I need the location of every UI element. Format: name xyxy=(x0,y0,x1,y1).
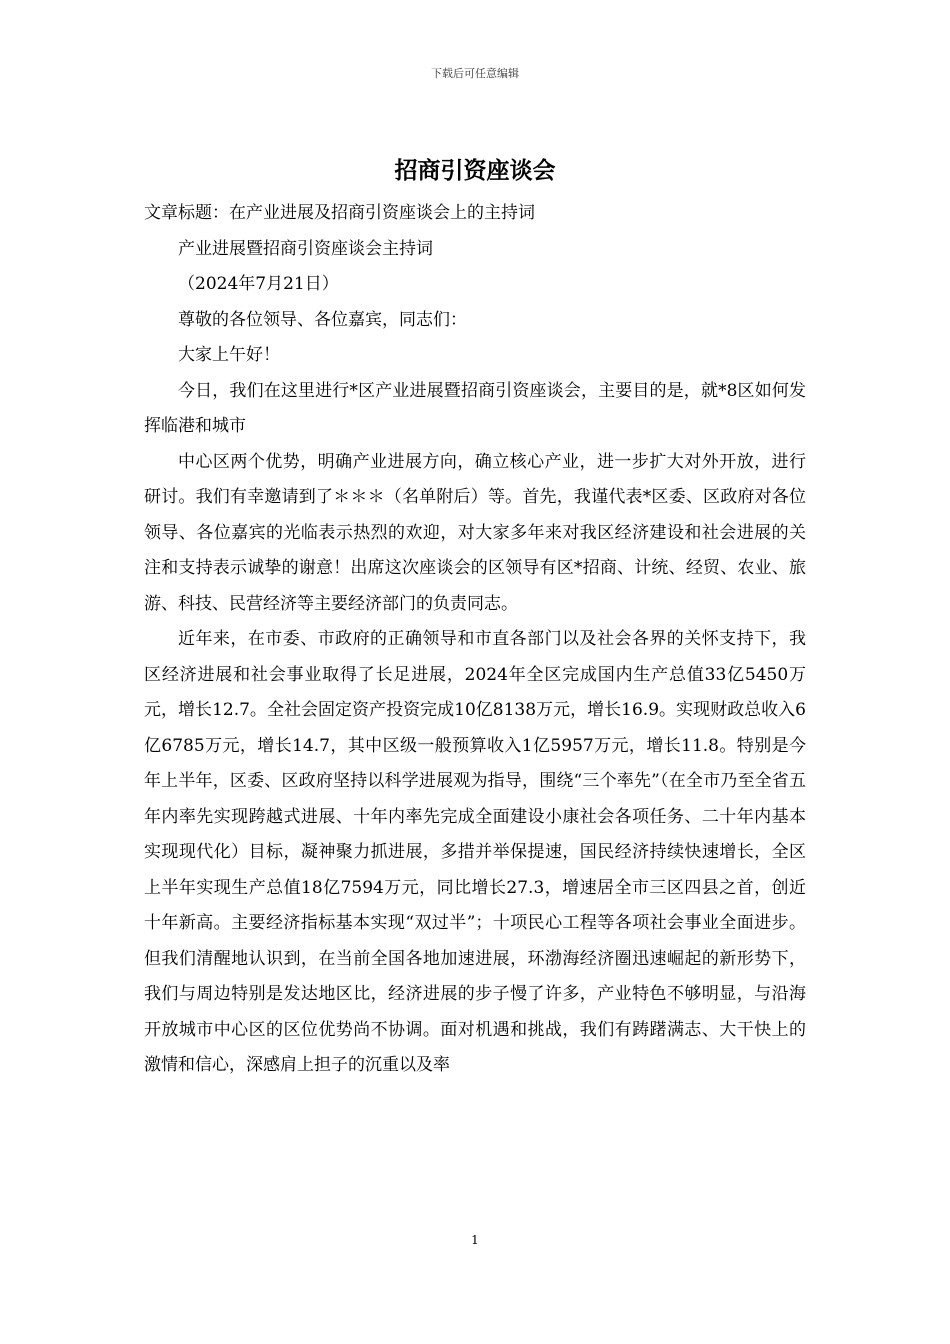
paragraph-guests: 中心区两个优势，明确产业进展方向，确立核心产业，进一步扩大对外开放，进行研讨。我们有幸邀请到了＊＊＊（名单附后）等。首先，我谨代表*区委、区政府对各位领导、各位嘉宾的光临表示热烈的欢迎，对大家多年来对我区经济建设和社会进展的关注和支持表示诚挚的谢意！出席这次座谈会的区领导有区*招商、计统、经贸、农业、旅游、科技、民营经济等主要经济部门的负责同志。 xyxy=(144,451,806,614)
document-title: 招商引资座谈会 xyxy=(394,157,556,184)
page-number: 1 xyxy=(471,1233,479,1247)
document-body xyxy=(144,196,806,1084)
paragraph-intro: 今日，我们在这里进行*区产业进展暨招商引资座谈会，主要目的是，就*8区如何发挥临港和城市 xyxy=(144,380,806,436)
article-title-line: 文章标题：在产业进展及招商引资座谈会上的主持词 xyxy=(144,203,535,223)
greeting: 大家上午好！ xyxy=(178,345,280,365)
speech-date: （2024年7月21日） xyxy=(178,274,339,294)
salutation: 尊敬的各位领导、各位嘉宾，同志们： xyxy=(178,309,467,330)
header-note: 下载后可任意编辑 xyxy=(431,67,519,80)
speech-title: 产业进展暨招商引资座谈会主持词 xyxy=(178,238,433,259)
paragraph-economy: 近年来，在市委、市政府的正确领导和市直各部门以及社会各界的关怀支持下，我区经济进展和社会事业取得了长足进展，2024年全区完成国内生产总值33亿5450万元，增长12.7。全社会固定资产投资完成10亿8138万元，增长16.9。实现财政总收入6亿6785万元，增长14.7，其中区级一般预算收入1亿5957万元，增长11.8。特别是今年上半年，区委、区政府坚持以科学进展观为指导，围绕“三个率先”（在全市乃至全省五年内率先实现跨越式进展、十年内率先完成全面建设小康社会各项任务、二十年内基本实现现代化）目标，凝神聚力抓进展，多措并举保提速，国民经济持续快速增长，全区上半年实现生产总值18亿7594万元，同比增长27.3，增速居全市三区四县之首，创近十年新高。主要经济指标基本实现“双过半”；十项民心工程等各项社会事业全面进步。但我们清醒地认识到，在当前全国各地加速进展，环渤海经济圈迅速崛起的新形势下，我们与周边特别是发达地区比，经济进展的步子慢了许多，产业特色不够明显，与沿海开放城市中心区的区位优势尚不协调。面对机遇和挑战，我们有踌躇满志、大干快上的激情和信心，深感肩上担子的沉重以及率 xyxy=(144,629,806,1075)
